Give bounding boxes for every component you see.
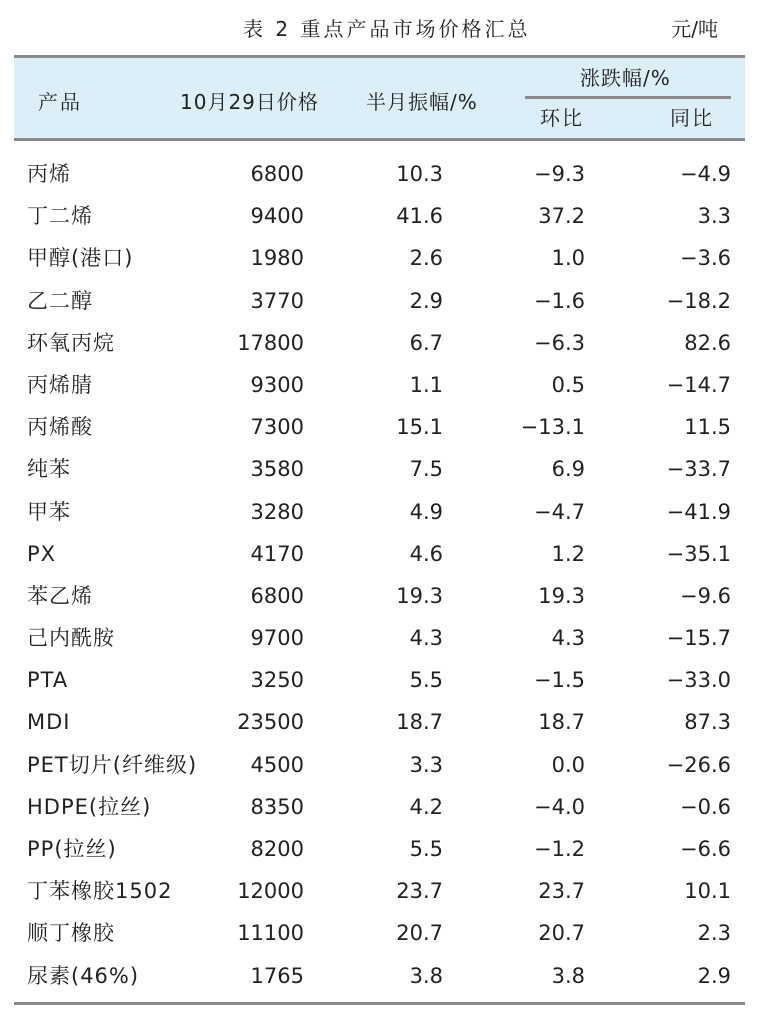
cell-yoy: −15.7	[666, 626, 731, 651]
table-row	[14, 912, 745, 954]
cell-mom: −1.6	[534, 288, 585, 313]
table-bottom-rule	[14, 1002, 745, 1005]
cell-swing: 4.9	[409, 499, 443, 524]
cell-mom: 3.8	[551, 963, 585, 988]
cell-swing: 20.7	[396, 921, 443, 946]
cell-yoy: −4.9	[680, 162, 731, 186]
cell-price: 11100	[237, 921, 304, 946]
cell-product: 尿素(46%)	[27, 963, 140, 988]
cell-yoy: 82.6	[684, 330, 731, 355]
cell-price: 12000	[237, 879, 304, 904]
header-mom: 环比	[540, 106, 584, 130]
table-caption: 表 2 重点产品市场价格汇总	[243, 17, 531, 41]
cell-swing: 15.1	[396, 415, 443, 440]
cell-swing: 41.6	[396, 204, 443, 229]
cell-mom: −4.7	[534, 499, 585, 524]
unit-label: 元/吨	[671, 17, 718, 41]
cell-price: 4170	[250, 541, 304, 566]
cell-price: 6800	[250, 583, 304, 608]
cell-price: 4500	[250, 752, 304, 777]
table-row	[14, 659, 745, 701]
cell-price: 9400	[250, 204, 304, 229]
cell-yoy: −0.6	[680, 794, 731, 819]
cell-mom: −1.5	[534, 668, 585, 693]
cell-product: 丙烯腈	[27, 372, 93, 397]
cell-mom: −13.1	[520, 415, 585, 440]
cell-product: 甲苯	[27, 499, 71, 524]
cell-price: 3250	[250, 668, 304, 693]
cell-yoy: −33.0	[666, 668, 731, 693]
table-row	[14, 744, 745, 786]
cell-mom: −6.3	[534, 330, 585, 355]
cell-product: HDPE(拉丝)	[27, 794, 152, 819]
cell-price: 6800	[250, 162, 304, 186]
cell-product: PET切片(纤维级)	[27, 752, 198, 777]
cell-product: 丙烯酸	[27, 415, 93, 440]
cell-product: 甲醇(港口)	[27, 246, 134, 271]
table-row	[14, 322, 745, 364]
cell-yoy: 3.3	[697, 204, 731, 229]
cell-yoy: −3.6	[680, 246, 731, 271]
cell-swing: 1.1	[409, 372, 443, 397]
cell-swing: 19.3	[396, 583, 443, 608]
cell-mom: −9.3	[534, 162, 585, 186]
cell-swing: 18.7	[396, 710, 443, 735]
cell-yoy: 2.9	[697, 963, 731, 988]
table-row	[14, 448, 745, 490]
cell-price: 17800	[237, 330, 304, 355]
cell-swing: 7.5	[409, 457, 443, 482]
cell-price: 8350	[250, 794, 304, 819]
cell-mom: 1.0	[551, 246, 585, 271]
cell-yoy: 87.3	[684, 710, 731, 735]
cell-swing: 3.3	[409, 752, 443, 777]
cell-swing: 2.9	[409, 288, 443, 313]
table-row	[14, 533, 745, 575]
table-row	[14, 280, 745, 322]
cell-yoy: −35.1	[666, 541, 731, 566]
cell-product: 丁苯橡胶1502	[27, 879, 173, 904]
cell-product: 纯苯	[27, 457, 71, 482]
cell-swing: 10.3	[396, 162, 443, 186]
cell-yoy: −33.7	[666, 457, 731, 482]
cell-mom: 4.3	[551, 626, 585, 651]
cell-yoy: 10.1	[684, 879, 731, 904]
cell-swing: 23.7	[396, 879, 443, 904]
cell-mom: 18.7	[538, 710, 585, 735]
cell-swing: 3.8	[409, 963, 443, 988]
cell-price: 8200	[250, 837, 304, 861]
table-row	[14, 153, 745, 195]
cell-product: PP(拉丝)	[27, 837, 117, 861]
cell-price: 3770	[250, 288, 304, 313]
table-row	[14, 491, 745, 533]
cell-mom: 6.9	[551, 457, 585, 482]
cell-price: 9300	[250, 372, 304, 397]
cell-mom: 20.7	[538, 921, 585, 946]
cell-swing: 6.7	[409, 330, 443, 355]
cell-yoy: −9.6	[680, 583, 731, 608]
cell-swing: 5.5	[409, 668, 443, 693]
cell-mom: 37.2	[538, 204, 585, 229]
header-divider	[525, 96, 731, 99]
cell-product: 丙烯	[27, 162, 71, 186]
cell-yoy: −26.6	[666, 752, 731, 777]
cell-price: 3580	[250, 457, 304, 482]
table-header	[14, 55, 745, 141]
table-row	[14, 364, 745, 406]
table-row	[14, 237, 745, 279]
table-row	[14, 575, 745, 617]
cell-mom: 0.0	[551, 752, 585, 777]
cell-product: 丁二烯	[27, 204, 93, 229]
cell-mom: 19.3	[538, 583, 585, 608]
cell-swing: 2.6	[409, 246, 443, 271]
cell-yoy: −18.2	[666, 288, 731, 313]
header-price: 10月29日价格	[180, 90, 319, 114]
cell-mom: −1.2	[534, 837, 585, 861]
header-yoy: 同比	[670, 106, 714, 130]
cell-price: 1980	[250, 246, 304, 271]
cell-product: MDI	[27, 710, 71, 735]
cell-yoy: −41.9	[666, 499, 731, 524]
cell-price: 23500	[237, 710, 304, 735]
cell-product: 环氧丙烷	[27, 330, 115, 355]
table-body	[14, 153, 745, 997]
cell-swing: 4.6	[409, 541, 443, 566]
cell-product: 乙二醇	[27, 288, 93, 313]
cell-product: PTA	[27, 668, 69, 693]
cell-yoy: −14.7	[666, 372, 731, 397]
table-row	[14, 195, 745, 237]
table-row	[14, 406, 745, 448]
cell-mom: 1.2	[551, 541, 585, 566]
cell-swing: 4.2	[409, 794, 443, 819]
cell-yoy: 2.3	[697, 921, 731, 946]
cell-product: PX	[27, 541, 57, 566]
title-row	[0, 14, 760, 44]
cell-price: 3280	[250, 499, 304, 524]
header-change: 涨跌幅/%	[580, 66, 671, 90]
cell-yoy: −6.6	[680, 837, 731, 861]
table-row	[14, 870, 745, 912]
cell-mom: −4.0	[534, 794, 585, 819]
cell-price: 7300	[250, 415, 304, 440]
cell-yoy: 11.5	[684, 415, 731, 440]
header-product: 产品	[38, 90, 82, 114]
table-row	[14, 828, 745, 870]
cell-product: 己内酰胺	[27, 626, 115, 651]
cell-product: 顺丁橡胶	[27, 921, 115, 946]
table-row	[14, 701, 745, 743]
cell-swing: 5.5	[409, 837, 443, 861]
cell-mom: 0.5	[551, 372, 585, 397]
cell-mom: 23.7	[538, 879, 585, 904]
header-swing: 半月振幅/%	[366, 90, 478, 114]
table-row	[14, 786, 745, 828]
cell-swing: 4.3	[409, 626, 443, 651]
cell-price: 9700	[250, 626, 304, 651]
table-row	[14, 617, 745, 659]
cell-price: 1765	[250, 963, 304, 988]
cell-product: 苯乙烯	[27, 583, 93, 608]
table-row	[14, 955, 745, 997]
